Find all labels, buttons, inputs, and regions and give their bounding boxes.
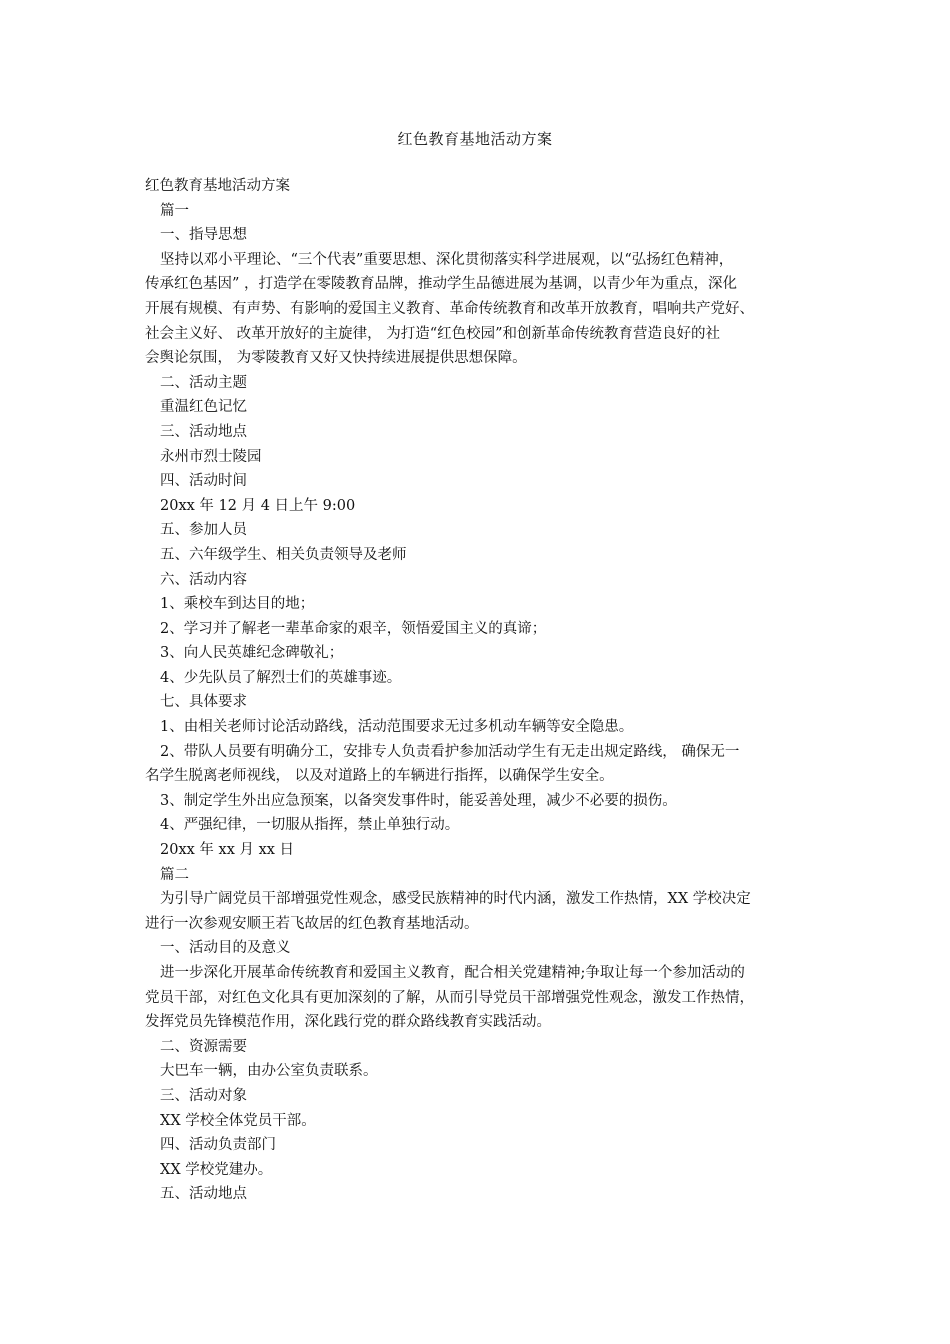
text-line: 五、六年级学生、相关负责领导及老师: [160, 546, 407, 563]
text-line: 三、活动地点: [160, 423, 247, 440]
text-line: 4、严强纪律，一切服从指挥，禁止单独行动。: [160, 817, 460, 834]
text-line: 传承红色基因” ，打造学在零陵教育品牌，推动学生品德进展为基调，以青少年为重点，深化: [145, 276, 738, 293]
text-line: 篇二: [160, 866, 189, 883]
text-line: 大巴车一辆，由办公室负责联系。: [160, 1063, 378, 1080]
text-line: 三、活动对象: [160, 1087, 247, 1104]
text-line: 五、参加人员: [160, 522, 247, 539]
text-line: 20xx 年 xx 月 xx 日: [160, 842, 295, 859]
document-body: [145, 174, 810, 1207]
text-line: 4、少先队员了解烈士们的英雄事迹。: [160, 669, 402, 686]
text-line: 社会主义好、 改革开放好的主旋律， 为打造“红色校园”和创新革命传统教育营造良好的社: [145, 325, 721, 342]
text-line: 1、由相关老师讨论活动路线，活动范围要求无过多机动车辆等安全隐患。: [160, 719, 634, 736]
text-line: 六、活动内容: [160, 571, 247, 588]
text-line: 发挥党员先锋模范作用，深化践行党的群众路线教育实践活动。: [145, 1014, 551, 1031]
text-line: 2、学习并了解老一辈革命家的艰辛，领悟爱国主义的真谛；: [160, 620, 547, 637]
text-line: 五、活动地点: [160, 1186, 247, 1203]
text-line: 开展有规模、有声势、有影响的爱国主义教育、革命传统教育和改革开放教育，唱响共产党好、: [145, 300, 754, 317]
text-line: 二、资源需要: [160, 1038, 247, 1055]
text-line: 四、活动负责部门: [160, 1137, 276, 1154]
text-line: 进一步深化开展革命传统教育和爱国主义教育，配合相关党建精神;争取让每一个参加活动的: [160, 965, 745, 981]
text-line: 一、指导思想: [160, 227, 247, 244]
text-line: 名学生脱离老师视线， 以及对道路上的车辆进行指挥，以确保学生安全。: [145, 768, 614, 785]
text-line: 红色教育基地活动方案: [145, 178, 290, 194]
text-line: 坚持以邓小平理论、“三个代表”重要思想、深化贯彻落实科学进展观，以“弘扬红色精神，: [160, 251, 734, 268]
text-line: 1、乘校车到达目的地；: [160, 596, 315, 613]
page-title: 红色教育基地活动方案: [397, 130, 553, 148]
text-line: 20xx 年 12 月 4 日上午 9:00: [160, 497, 356, 514]
text-line: 四、活动时间: [160, 473, 247, 490]
text-line: XX 学校党建办。: [160, 1161, 273, 1178]
text-line: 为引导广阔党员干部增强党性观念，感受民族精神的时代内涵，激发工作热情，XX 学校决定: [160, 891, 751, 908]
text-line: 进行一次参观安顺王若飞故居的红色教育基地活动。: [145, 915, 479, 932]
text-line: 2、带队人员要有明确分工，安排专人负责看护参加活动学生有无走出规定路线， 确保无一: [160, 743, 740, 760]
text-line: 一、活动目的及意义: [160, 940, 291, 957]
text-line: 永州市烈士陵园: [160, 448, 262, 465]
text-line: XX 学校全体党员干部。: [160, 1112, 316, 1129]
text-line: 重温红色记忆: [160, 399, 247, 416]
text-line: 会舆论氛围， 为零陵教育又好又快持续进展提供思想保障。: [145, 350, 527, 367]
text-line: 篇一: [160, 202, 189, 219]
text-line: 3、制定学生外出应急预案，以备突发事件时，能妥善处理，减少不必要的损伤。: [160, 792, 677, 809]
text-line: 七、具体要求: [160, 694, 247, 711]
text-line: 党员干部，对红色文化具有更加深刻的了解，从而引导党员干部增强党性观念，激发工作热情，: [145, 989, 754, 1006]
text-line: 3、向人民英雄纪念碑敬礼；: [160, 645, 344, 662]
text-line: 二、活动主题: [160, 374, 247, 391]
